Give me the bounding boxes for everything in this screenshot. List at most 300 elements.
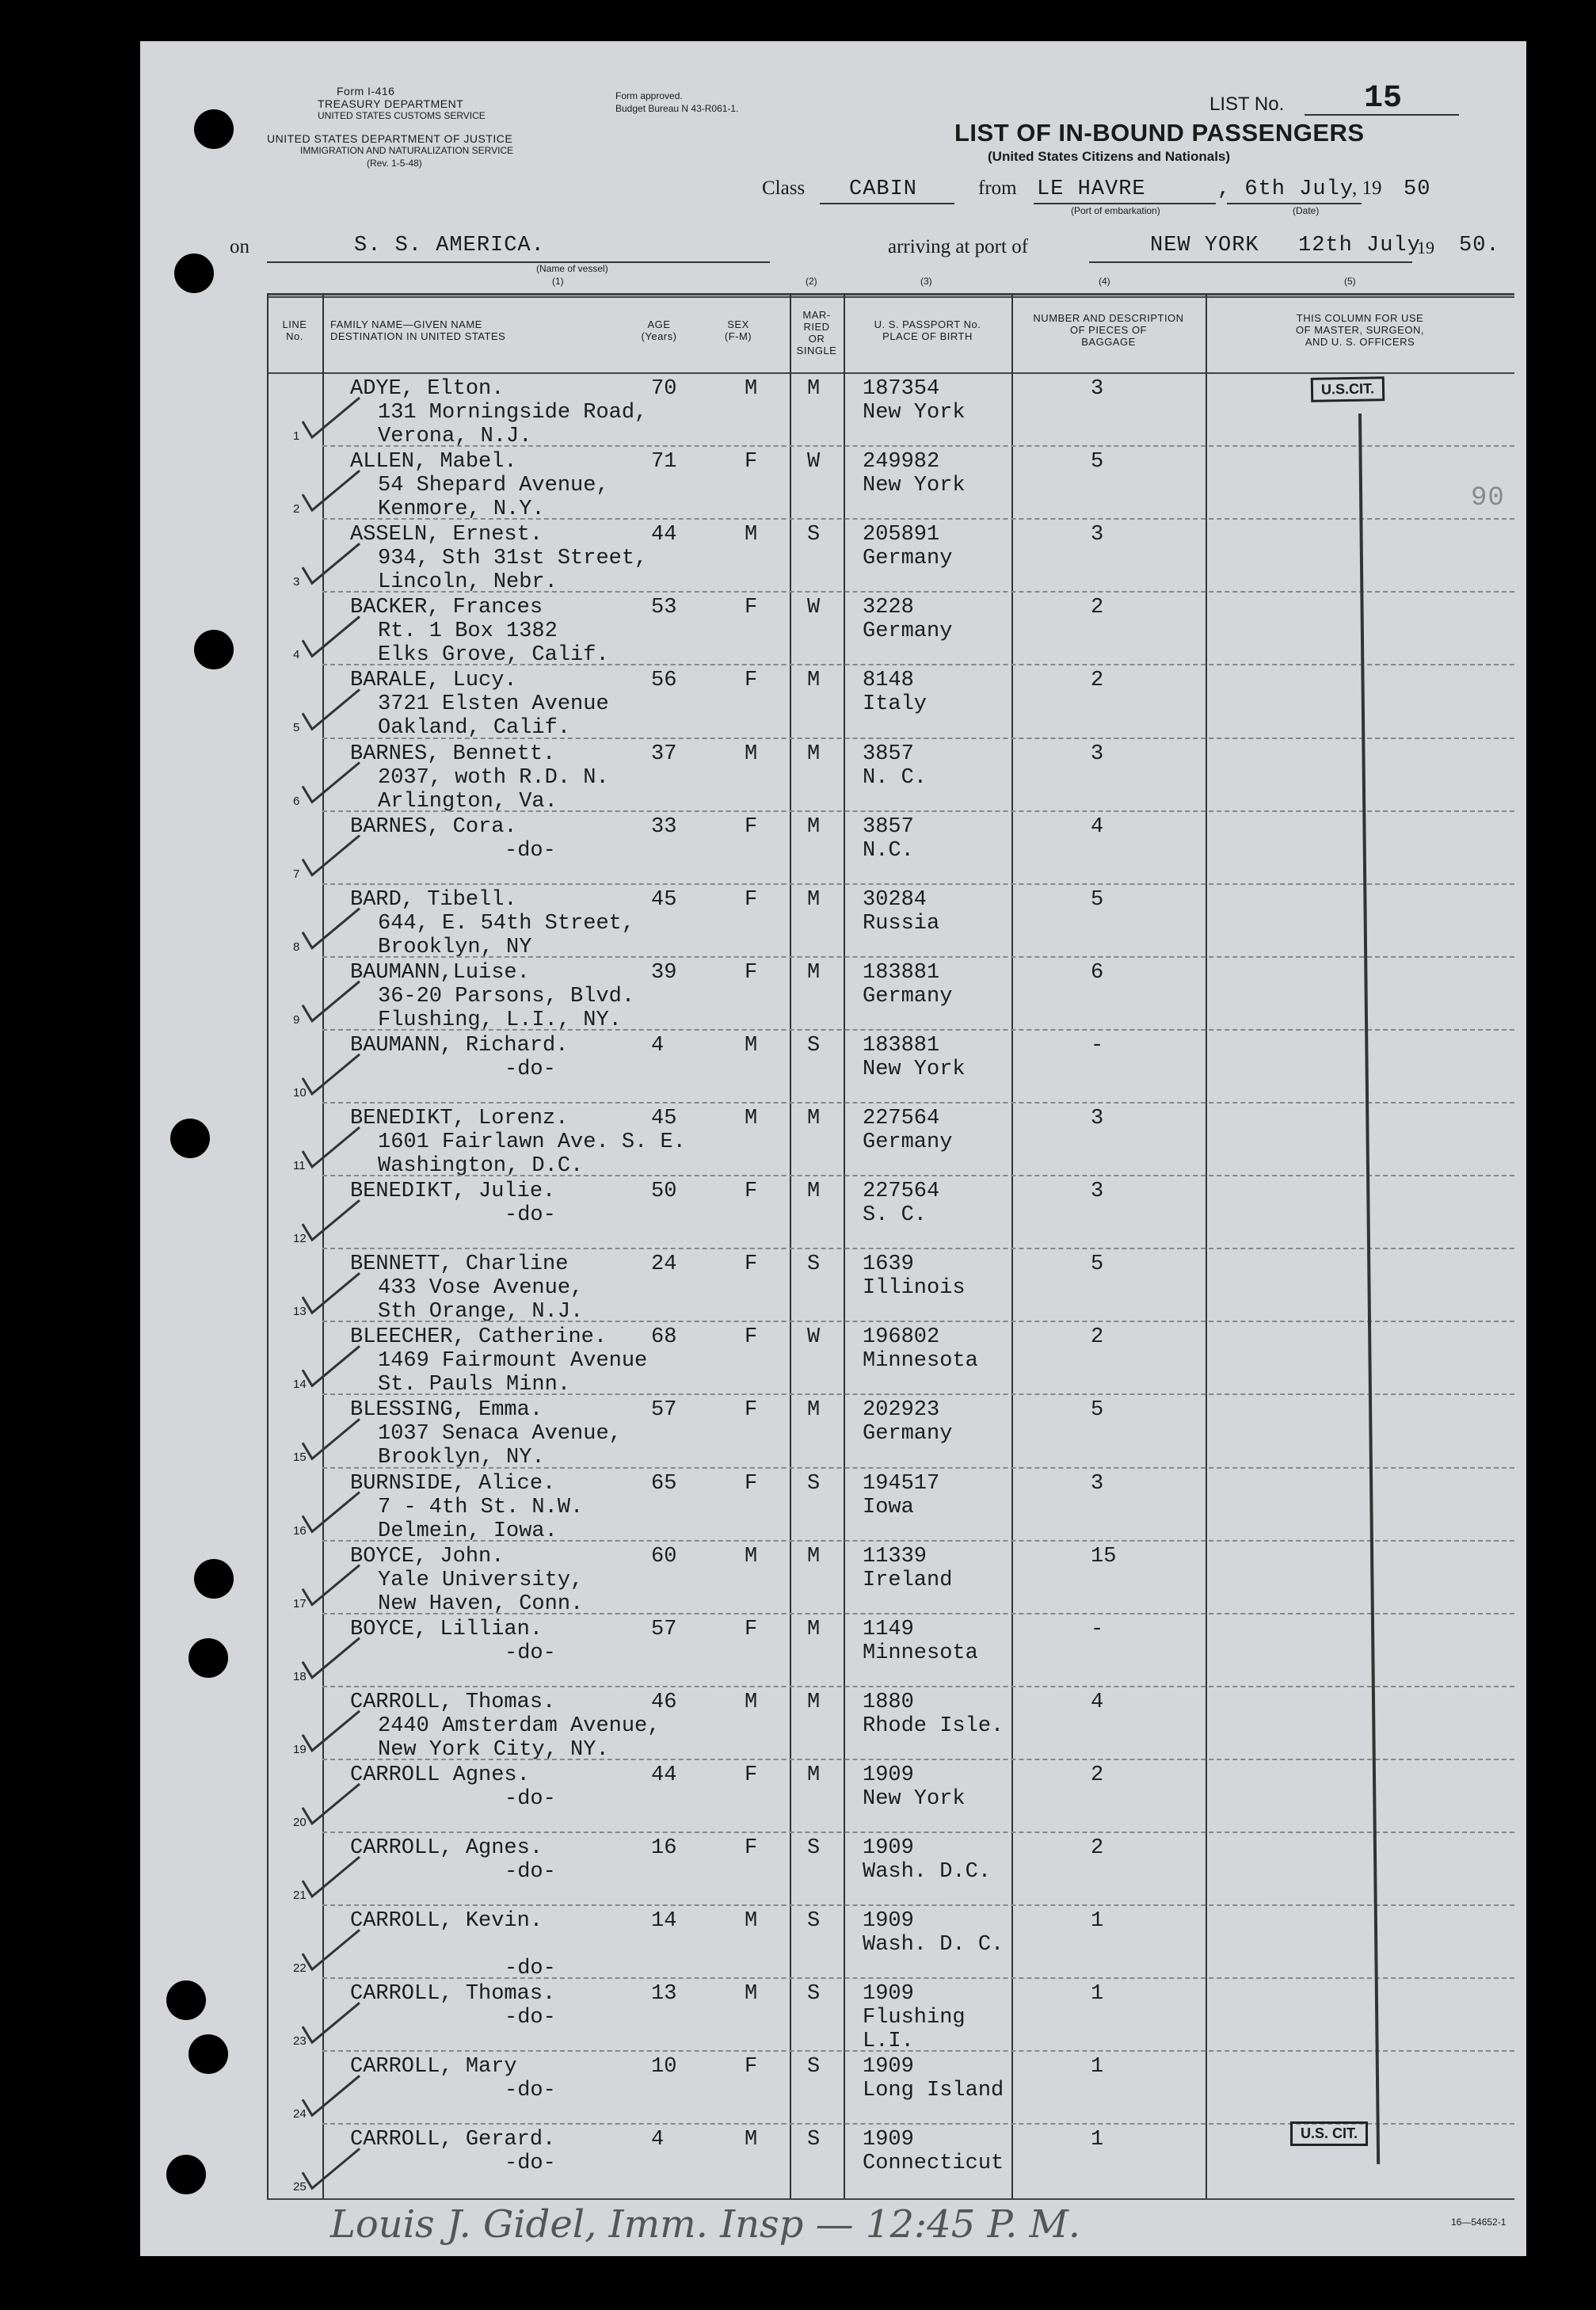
check-mark: [303, 1200, 360, 1240]
passenger-sex: M: [745, 1982, 758, 2007]
passenger-sex: M: [745, 377, 758, 401]
marital-status: M: [807, 377, 821, 401]
passenger-city: Flushing, L.I., NY.: [378, 1008, 622, 1032]
list-no-label: LIST No.: [1209, 93, 1285, 115]
place-of-birth: New York: [863, 1057, 966, 1081]
passenger-sex: M: [745, 741, 758, 766]
passenger-name: BENNETT, Charline: [350, 1252, 569, 1277]
header-name: FAMILY NAME—GIVEN NAME DESTINATION IN UNITED STATES: [330, 318, 506, 342]
baggage-count: 2: [1091, 1763, 1104, 1787]
passenger-name: ALLEN, Mabel.: [350, 450, 517, 475]
arrival-year-suffix: 50.: [1459, 234, 1500, 257]
passenger-address: -do-: [505, 1203, 556, 1228]
passenger-sex: F: [745, 1252, 758, 1277]
passenger-address: 2037, woth R.D. N.: [378, 765, 609, 790]
check-mark: [303, 1565, 360, 1605]
check-mark: [303, 398, 360, 437]
passenger-age: 57: [651, 1617, 677, 1641]
header-age: AGE (Years): [641, 318, 677, 342]
passenger-city: New Haven, Conn.: [378, 1591, 584, 1616]
passenger-address: -do-: [505, 838, 556, 863]
passenger-sex: M: [745, 1544, 758, 1569]
passenger-age: 14: [651, 1909, 677, 1934]
passenger-age: 45: [651, 887, 677, 912]
passenger-sex: M: [745, 2128, 758, 2152]
baggage-count: 1: [1091, 1982, 1104, 2007]
passport-number: 1909: [863, 2128, 914, 2152]
line-number: 11: [293, 1159, 306, 1172]
passenger-age: 65: [651, 1471, 677, 1496]
punch-hole: [194, 1559, 234, 1599]
marital-status: M: [807, 1544, 821, 1569]
punch-hole: [194, 630, 234, 669]
marital-status: M: [807, 669, 821, 693]
line-number: 7: [293, 867, 300, 881]
passport-number: 1909: [863, 1909, 914, 1934]
marital-status: S: [807, 1252, 821, 1277]
on-label: on: [230, 236, 249, 257]
passenger-address: 1601 Fairlawn Ave. S. E.: [378, 1130, 686, 1154]
check-mark: [303, 1492, 360, 1532]
line-number: 8: [293, 940, 300, 954]
col-num-4: (4): [1099, 276, 1110, 287]
check-mark: [303, 1857, 360, 1896]
check-mark: [303, 1711, 360, 1751]
marital-status: W: [807, 450, 821, 475]
passenger-address: 934, Sth 31st Street,: [378, 547, 648, 571]
place-of-birth: Wash. D. C.: [863, 1933, 1004, 1957]
passport-number: 1909: [863, 2055, 914, 2079]
passenger-address: 54 Shepard Avenue,: [378, 474, 609, 498]
passport-number: 8148: [863, 669, 914, 693]
marital-status: M: [807, 1763, 821, 1787]
passenger-city: Sth Orange, N.J.: [378, 1300, 584, 1325]
revision: (Rev. 1-5-48): [367, 158, 422, 169]
passport-number: 11339: [863, 1544, 928, 1569]
baggage-count: -: [1091, 1617, 1104, 1641]
footer-code: 16—54652-1: [1451, 2217, 1506, 2228]
passenger-age: 4: [651, 1033, 665, 1058]
baggage-count: 2: [1091, 669, 1104, 693]
marital-status: S: [807, 1471, 821, 1496]
baggage-count: 5: [1091, 1252, 1104, 1277]
passenger-age: 44: [651, 1763, 677, 1787]
check-mark: [303, 543, 360, 583]
line-number: 21: [293, 1889, 307, 1902]
line-number: 14: [293, 1378, 307, 1392]
passenger-address: -do-: [505, 1057, 556, 1081]
passport-number: 1909: [863, 1836, 914, 1860]
form-number: Form I-416: [337, 85, 395, 97]
passenger-sex: F: [745, 1471, 758, 1496]
passport-number: 205891: [863, 523, 940, 547]
line-number: 20: [293, 1815, 307, 1829]
line-number: 17: [293, 1596, 307, 1611]
passenger-age: 33: [651, 814, 677, 839]
document-page: [140, 41, 1526, 2256]
passenger-age: 57: [651, 1398, 677, 1423]
passenger-name: BACKER, Frances: [350, 596, 543, 620]
passenger-age: 60: [651, 1544, 677, 1569]
passport-number: 1639: [863, 1252, 914, 1277]
passenger-sex: F: [745, 1617, 758, 1641]
passport-number: 183881: [863, 1033, 940, 1058]
passenger-age: 44: [651, 523, 677, 547]
place-of-birth: N. C.: [863, 765, 928, 790]
year-prefix: , 19: [1352, 177, 1382, 199]
passenger-city: Verona, N.J.: [378, 425, 532, 448]
passenger-city: Kenmore, N.Y.: [378, 497, 545, 522]
check-mark: [303, 689, 360, 729]
baggage-count: 3: [1091, 1107, 1104, 1130]
passport-number: 30284: [863, 887, 928, 912]
passenger-address: Rt. 1 Box 1382: [378, 619, 558, 644]
marital-status: M: [807, 1180, 821, 1204]
departure-date: , 6th July: [1217, 177, 1354, 201]
arriving-label: arriving at port of: [888, 236, 1029, 257]
marital-status: S: [807, 1033, 821, 1058]
passenger-address: -do-: [505, 2079, 556, 2103]
line-number: 25: [293, 2180, 307, 2194]
place-of-birth: Russia: [863, 911, 940, 936]
passenger-address: 7 - 4th St. N.W.: [378, 1495, 584, 1519]
punch-hole: [189, 2034, 228, 2074]
passenger-address: 433 Vose Avenue,: [378, 1276, 584, 1301]
place-of-birth: Rhode Isle.: [863, 1713, 1004, 1738]
passport-number: 249982: [863, 450, 940, 475]
passenger-city: Elks Grove, Calif.: [378, 643, 609, 668]
line-number: 13: [293, 1305, 307, 1319]
col-num-1: (1): [552, 276, 564, 287]
line-number: 16: [293, 1523, 307, 1538]
passenger-age: 37: [651, 741, 677, 766]
passenger-address: 2440 Amsterdam Avenue,: [378, 1713, 661, 1738]
line-number: 23: [293, 2034, 307, 2049]
passenger-sex: F: [745, 960, 758, 985]
line-number: 5: [293, 721, 300, 735]
baggage-count: 3: [1091, 1471, 1104, 1496]
passenger-city: Delmein, Iowa.: [378, 1519, 558, 1543]
inspector-signature: Louis J. Gidel, Imm. Insp — 12:45 P. M.: [330, 2202, 1080, 2247]
passenger-address: 644, E. 54th Street,: [378, 911, 635, 936]
col-num-5: (5): [1344, 276, 1356, 287]
passenger-name: BARNES, Bennett.: [350, 741, 556, 766]
line-number: 6: [293, 794, 300, 808]
line-number: 19: [293, 1742, 307, 1756]
passenger-address: -do-: [505, 1860, 556, 1884]
passenger-address: -do-: [505, 1641, 556, 1665]
baggage-count: 3: [1091, 741, 1104, 766]
passenger-age: 39: [651, 960, 677, 985]
passenger-name: BOYCE, Lillian.: [350, 1617, 543, 1641]
baggage-count: 2: [1091, 1836, 1104, 1860]
place-of-birth: Flushing: [863, 2006, 966, 2030]
passenger-address: 36-20 Parsons, Blvd.: [378, 984, 635, 1008]
line-number: 10: [293, 1085, 307, 1100]
place-of-birth-2: L.I.: [863, 2030, 914, 2054]
line-number: 12: [293, 1232, 307, 1246]
passenger-name: BURNSIDE, Alice.: [350, 1471, 556, 1496]
punch-hole: [194, 109, 234, 149]
passenger-name: BARALE, Lucy.: [350, 669, 517, 693]
passenger-sex: F: [745, 450, 758, 475]
date-caption: (Date): [1293, 205, 1320, 216]
passenger-age: 10: [651, 2055, 677, 2079]
vessel-caption: (Name of vessel): [536, 263, 608, 274]
passenger-sex: M: [745, 1909, 758, 1934]
baggage-count: 4: [1091, 814, 1104, 839]
line-number: 1: [293, 429, 300, 443]
passport-number: 3857: [863, 814, 914, 839]
line-number: 4: [293, 648, 300, 662]
citizen-stamp-top: U.S.CIT.: [1311, 376, 1385, 402]
punch-hole: [174, 253, 214, 293]
port-caption: (Port of embarkation): [1071, 205, 1160, 216]
passenger-address: 3721 Elsten Avenue: [378, 692, 609, 717]
check-mark: [303, 982, 360, 1021]
passenger-address: 131 Morningside Road,: [378, 401, 648, 425]
passenger-name: BENEDIKT, Julie.: [350, 1180, 556, 1204]
arrival-date: 12th July: [1298, 234, 1421, 257]
check-mark: [303, 1273, 360, 1313]
passenger-sex: M: [745, 523, 758, 547]
passport-number: 194517: [863, 1471, 940, 1496]
form-approved: Form approved.: [615, 90, 683, 101]
place-of-birth: New York: [863, 474, 966, 498]
passenger-name: CARROLL, Thomas.: [350, 1982, 556, 2007]
check-mark: [303, 1638, 360, 1678]
header-line-no: LINE No.: [282, 318, 307, 342]
passenger-name: CARROLL, Thomas.: [350, 1690, 556, 1714]
passport-number: 1880: [863, 1690, 914, 1714]
passport-number: 196802: [863, 1325, 940, 1350]
marital-status: S: [807, 1836, 821, 1860]
line-number: 24: [293, 2107, 307, 2121]
passenger-sex: F: [745, 814, 758, 839]
place-of-birth: Long Island: [863, 2079, 1004, 2103]
col-num-2: (2): [806, 276, 817, 287]
passenger-name: CARROLL, Agnes.: [350, 1836, 543, 1860]
passenger-name: BENEDIKT, Lorenz.: [350, 1107, 569, 1130]
marital-status: S: [807, 2128, 821, 2152]
baggage-count: 3: [1091, 523, 1104, 547]
place-of-birth: Minnesota: [863, 1349, 978, 1374]
marital-status: S: [807, 1909, 821, 1934]
passenger-sex: F: [745, 1763, 758, 1787]
officer-bracket-line: [1358, 414, 1380, 2164]
marital-status: M: [807, 1398, 821, 1423]
passport-number: 227564: [863, 1107, 940, 1130]
class-label: Class: [762, 177, 806, 199]
place-of-birth: Wash. D.C.: [863, 1860, 992, 1884]
check-mark: [303, 909, 360, 948]
check-mark: [303, 1784, 360, 1824]
baggage-count: 4: [1091, 1690, 1104, 1714]
line-number: 22: [293, 1961, 307, 1976]
check-mark: [303, 2003, 360, 2042]
passenger-address: 1469 Fairmount Avenue: [378, 1349, 648, 1374]
passenger-city: -do-: [505, 1957, 556, 1981]
marital-status: S: [807, 523, 821, 547]
baggage-count: 1: [1091, 1909, 1104, 1934]
passenger-name: CARROLL Agnes.: [350, 1763, 530, 1787]
passport-number: 1909: [863, 1982, 914, 2007]
marital-status: M: [807, 1690, 821, 1714]
passenger-name: BARD, Tibell.: [350, 887, 517, 912]
port-embarkation: LE HAVRE: [1037, 177, 1146, 201]
passenger-name: BLESSING, Emma.: [350, 1398, 543, 1423]
place-of-birth: Germany: [863, 1422, 953, 1447]
passenger-address: -do-: [505, 2152, 556, 2176]
baggage-count: 6: [1091, 960, 1104, 985]
passenger-name: BLEECHER, Catherine.: [350, 1325, 608, 1350]
baggage-count: 5: [1091, 1398, 1104, 1423]
baggage-count: 5: [1091, 887, 1104, 912]
passenger-name: CARROLL, Kevin.: [350, 1909, 543, 1934]
check-mark: [303, 1419, 360, 1458]
passenger-city: Lincoln, Nebr.: [378, 570, 558, 595]
header-baggage: NUMBER AND DESCRIPTION OF PIECES OF BAGGAGE: [1033, 312, 1184, 348]
baggage-count: -: [1091, 1033, 1104, 1058]
marital-status: M: [807, 887, 821, 912]
place-of-birth: N.C.: [863, 838, 914, 863]
passenger-sex: F: [745, 1836, 758, 1860]
passenger-sex: F: [745, 596, 758, 620]
punch-hole: [166, 2155, 206, 2194]
vessel-name: S. S. AMERICA.: [354, 234, 545, 257]
place-of-birth: Minnesota: [863, 1641, 978, 1665]
check-mark: [303, 763, 360, 802]
from-label: from: [978, 177, 1017, 199]
baggage-count: 3: [1091, 1180, 1104, 1204]
col-num-3: (3): [920, 276, 932, 287]
class-value: CABIN: [849, 177, 918, 201]
place-of-birth: Connecticut: [863, 2152, 1004, 2176]
passenger-name: BAUMANN,Luise.: [350, 960, 530, 985]
doj: UNITED STATES DEPARTMENT OF JUSTICE: [267, 132, 513, 145]
passport-number: 227564: [863, 1180, 940, 1204]
passport-number: 187354: [863, 377, 940, 401]
place-of-birth: S. C.: [863, 1203, 928, 1228]
baggage-count: 1: [1091, 2128, 1104, 2152]
passenger-address: -do-: [505, 1786, 556, 1811]
passenger-city: Arlington, Va.: [378, 789, 558, 814]
passenger-sex: F: [745, 1398, 758, 1423]
baggage-count: 1: [1091, 2055, 1104, 2079]
passport-number: 1909: [863, 1763, 914, 1787]
passenger-sex: F: [745, 669, 758, 693]
marital-status: S: [807, 1982, 821, 2007]
passenger-name: CARROLL, Gerard.: [350, 2128, 556, 2152]
passenger-age: 13: [651, 1982, 677, 2007]
place-of-birth: New York: [863, 1786, 966, 1811]
passenger-sex: M: [745, 1033, 758, 1058]
passenger-age: 45: [651, 1107, 677, 1130]
passenger-sex: F: [745, 887, 758, 912]
list-subtitle: (United States Citizens and Nationals): [988, 149, 1231, 164]
place-of-birth: Iowa: [863, 1495, 914, 1519]
passenger-sex: F: [745, 1325, 758, 1350]
place-of-birth: Italy: [863, 692, 928, 717]
check-mark: [303, 616, 360, 656]
passenger-sex: F: [745, 1180, 758, 1204]
marital-status: M: [807, 814, 821, 839]
check-mark: [303, 1346, 360, 1386]
passenger-city: Brooklyn, NY.: [378, 1446, 545, 1470]
check-mark: [303, 1054, 360, 1094]
marital-status: W: [807, 1325, 821, 1350]
passenger-address: 1037 Senaca Avenue,: [378, 1422, 622, 1447]
margin-number: 90: [1471, 483, 1505, 513]
marital-status: W: [807, 596, 821, 620]
passenger-name: BAUMANN, Richard.: [350, 1033, 569, 1058]
check-mark: [303, 2076, 360, 2115]
line-number: 9: [293, 1012, 300, 1027]
baggage-count: 2: [1091, 596, 1104, 620]
arrival-year-prefix: 19: [1417, 238, 1434, 257]
check-mark: [303, 1930, 360, 1969]
punch-hole: [170, 1119, 210, 1158]
punch-hole: [189, 1638, 228, 1678]
line-number: 18: [293, 1669, 307, 1683]
punch-hole: [166, 1980, 206, 2020]
passport-number: 1149: [863, 1617, 914, 1641]
passenger-city: St. Pauls Minn.: [378, 1373, 571, 1397]
passenger-name: BARNES, Cora.: [350, 814, 517, 839]
header-officers: THIS COLUMN FOR USE OF MASTER, SURGEON, AND U. S. OFFICERS: [1296, 312, 1424, 348]
marital-status: M: [807, 960, 821, 985]
line-number: 3: [293, 575, 300, 589]
passenger-age: 71: [651, 450, 677, 475]
budget-bureau: Budget Bureau N 43-R061-1.: [615, 103, 739, 114]
baggage-count: 15: [1091, 1544, 1117, 1569]
passenger-age: 46: [651, 1690, 677, 1714]
header-sex: SEX (F-M): [724, 318, 752, 342]
customs-service: UNITED STATES CUSTOMS SERVICE: [318, 110, 486, 121]
place-of-birth: Germany: [863, 1130, 953, 1154]
ins: IMMIGRATION AND NATURALIZATION SERVICE: [300, 145, 514, 156]
passenger-city: Washington, D.C.: [378, 1154, 584, 1178]
line-number: 2: [293, 502, 300, 517]
passport-number: 202923: [863, 1398, 940, 1423]
passenger-sex: M: [745, 1690, 758, 1714]
passport-number: 3857: [863, 741, 914, 766]
passenger-age: 16: [651, 1836, 677, 1860]
check-mark: [303, 1127, 360, 1167]
passenger-address: Yale University,: [378, 1568, 584, 1592]
passenger-name: BOYCE, John.: [350, 1544, 505, 1569]
check-mark: [303, 836, 360, 875]
year-suffix: 50: [1404, 177, 1431, 201]
passenger-address: -do-: [505, 2006, 556, 2030]
passenger-name: ASSELN, Ernest.: [350, 523, 543, 547]
passenger-city: Brooklyn, NY: [378, 935, 532, 959]
passport-number: 3228: [863, 596, 914, 620]
place-of-birth: New York: [863, 401, 966, 425]
header-passport: U. S. PASSPORT No. PLACE OF BIRTH: [874, 318, 981, 342]
check-mark: [303, 471, 360, 510]
passenger-sex: M: [745, 1107, 758, 1130]
passenger-age: 53: [651, 596, 677, 620]
passenger-city: New York City, NY.: [378, 1737, 609, 1762]
citizen-stamp-bottom: U.S. CIT.: [1290, 2121, 1368, 2146]
list-no-value: 15: [1364, 81, 1403, 116]
passenger-city: Oakland, Calif.: [378, 716, 571, 741]
passenger-age: 50: [651, 1180, 677, 1204]
passenger-age: 24: [651, 1252, 677, 1277]
place-of-birth: Germany: [863, 547, 953, 571]
baggage-count: 5: [1091, 450, 1104, 475]
